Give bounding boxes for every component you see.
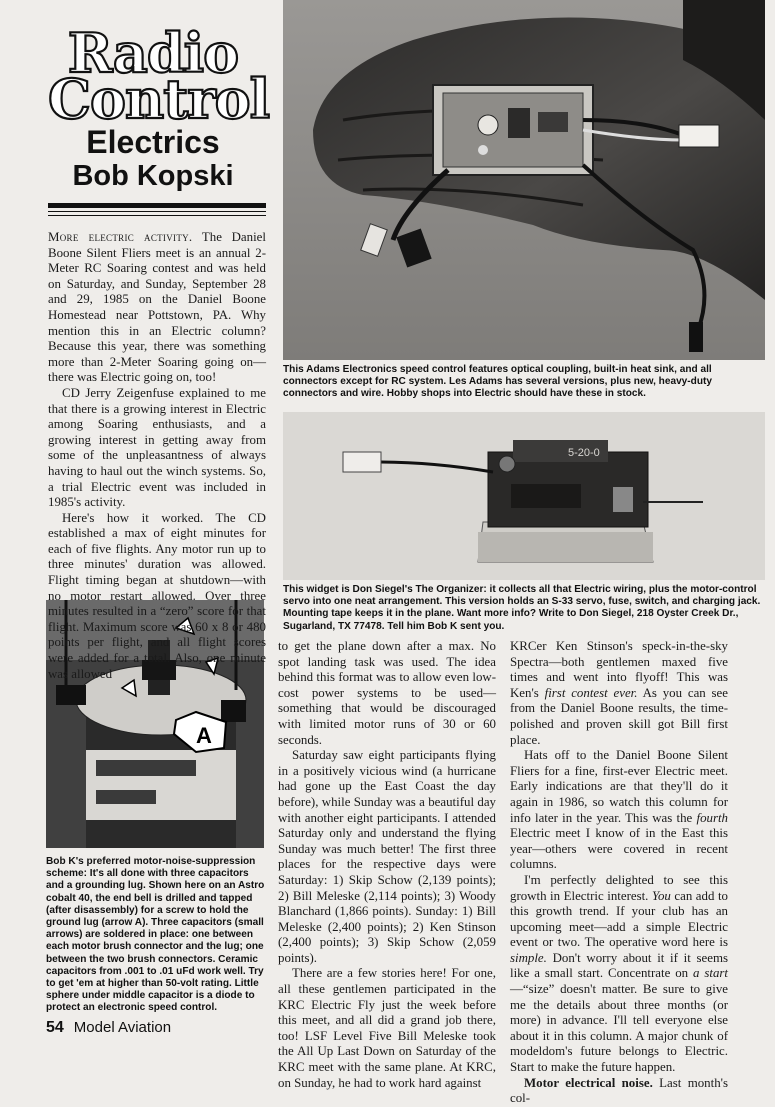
arrow-a-label: A xyxy=(196,723,212,748)
lead-in: More electric activity. xyxy=(48,230,193,244)
run-in-heading: Motor electrical noise. xyxy=(524,1075,653,1090)
magazine-name: Model Aviation xyxy=(73,1019,172,1036)
paragraph: There are a few stories here! For one, all these gentlemen participated in the KRC Electric Fly just the week before this meet, and all did a grand job there, too! LSF Level Five Bill Meleske took the All Up Last Down on Saturday of the KRC meet with the same plane. At KRC, on Sunday, he had to work hard against xyxy=(278,966,496,1090)
paragraph: The Daniel Boone Silent Fliers meet is an annual 2-Meter RC Soaring contest and was held on Saturday, and Sunday, September 28 and 29, 1985 on the Daniel Boone Homestead near Pottstown, PA. Why mention this in an Electric column? Because this year, there was something more than 2-Meter Soaring going on—there was Electric going on, too! xyxy=(48,230,266,385)
article-column-3 xyxy=(510,639,728,1107)
paragraph: Hats off to the Daniel Boone Silent Fliers for a fine, first-ever Electric meet. Early indications are that they'll do it again in 1986, so watch this column for info later in the year. This was the fourth Electric meet I know of in the East this year—others were covered in recent columns. xyxy=(510,748,728,872)
paragraph: CD Jerry Zeigenfuse explained to me that there is a growing interest in Electric among Soaring enthusiasts, and a growing interest in getting away from some of the unpleasantness of always having to haul out the winch systems. So, a trial Electric event was included in 1985's activity. xyxy=(48,385,266,510)
photo-organizer xyxy=(283,412,765,580)
masthead-rule-thin xyxy=(48,215,266,216)
page-number: 54 xyxy=(46,1019,64,1036)
paragraph: KRCer Ken Stinson's speck-in-the-sky Spectra—both gentlemen maxed five times and went into flyoff! This was Ken's first contest ever. As you can see from the Daniel Boone results, the time-polished and proven skill got Bill first place. xyxy=(510,639,728,747)
photo-speed-control xyxy=(283,0,765,360)
article-column-2 xyxy=(278,639,496,1091)
paragraph: Motor electrical noise. Last month's col- xyxy=(510,1075,728,1106)
paragraph: Here's how it worked. The CD established a max of eight minutes for each of five flights. Any motor run up to three minutes' duration was allowed. Flight timing began at shutdown—with no motor restart allowed. Over three minutes resulted in a “zero” score for that flight. Maximum score was 60 x 8 or 480 points per flight, and all flight scores were added for a total. Also, one minute was allowed xyxy=(48,510,266,681)
organizer-illustration xyxy=(283,412,765,580)
article-column-1 xyxy=(48,230,266,682)
caption-speed-control: This Adams Electronics speed control features optical coupling, built-in heat sink, and all connectors except for RC system. Les Adams has several versions, plus new, heavy-duty connectors and wire. Hobby shops into Electric should have these in stock. xyxy=(283,364,712,400)
organizer-stamp: 5-20-0 xyxy=(568,447,600,459)
masthead-radio: Radio xyxy=(67,21,239,85)
speed-control-illustration xyxy=(283,0,765,360)
paragraph: to get the plane down after a max. No spot landing task was used. The idea behind this format was to allow even low-cost power systems to be used—something that would be discouraged with limited motor runs of 30 or 60 seconds. xyxy=(278,639,496,747)
paragraph: Saturday saw eight participants flying in a positively vicious wind (a hurricane had gone up the East Coast the day before), while Sunday was a beautiful day with another eight participants. I attended Saturday only and understand the flying Sunday was much better! The first three places for the respective days were Saturday: 1) Skip Schow (2,139 points); 2) Bill Meleske (2,114 points); 3) Woody Blanchard (1,866 points). Sunday: 1) Bill Meleske (2,400 points); 2) Ken Stinson (2,400 points); 3) Skip Schow (2,059 points). xyxy=(278,748,496,965)
masthead-rule-thin xyxy=(48,211,266,212)
page-footer xyxy=(46,1019,171,1037)
masthead-rule xyxy=(48,203,266,208)
masthead-subtitle: Electrics xyxy=(86,124,220,160)
paragraph: I'm perfectly delighted to see this growth in Electric interest. You can add to this growth trend. If your club has an upcoming meet—add a simple Electric event or two. The operative word here is simple. Don't worry about it if it seems like a small start. Concentrate on a start—“size” doesn't matter. Be sure to give me the details about three months (or more) in advance. I'll tell everyone else about it in this column. A major chunk of modeldom's future belongs to Electric. Start to make the future happen. xyxy=(510,872,728,1075)
caption-motor: Bob K's preferred motor-noise-suppression scheme: It's all done with three capacitors and a grounding lug. Shown here on an Astro cobalt 40, the end bell is drilled and tapped (after disassembly) for a screw to hold the ground lug (arrow A). Three capacitors (small arrows) are soldered in place: one between each motor brush connector and the lug; one between the two brush connectors. Ceramic capacitors from .001 to .01 uFd work well. Try to get 'em at higher than 50-volt rating. Little sphere under middle capacitor is a diode to protect an electronic speed control. xyxy=(46,856,265,1014)
caption-organizer: This widget is Don Siegel's The Organizer: it collects all that Electric wiring, plus the motor-control servo into one neat arrangement. This version holds an S-33 servo, fuse, switch, and charging jack. Mounting tape keeps it in the plane. Want more info? Write to Don Siegel, 218 Oyster Creek Dr., Sugarland, TX 77478. Tell him Bob K sent you. xyxy=(283,584,761,632)
zero-quote: “zero” xyxy=(159,604,194,619)
masthead-control: Control xyxy=(48,67,270,131)
author-byline: Bob Kopski xyxy=(72,160,234,192)
